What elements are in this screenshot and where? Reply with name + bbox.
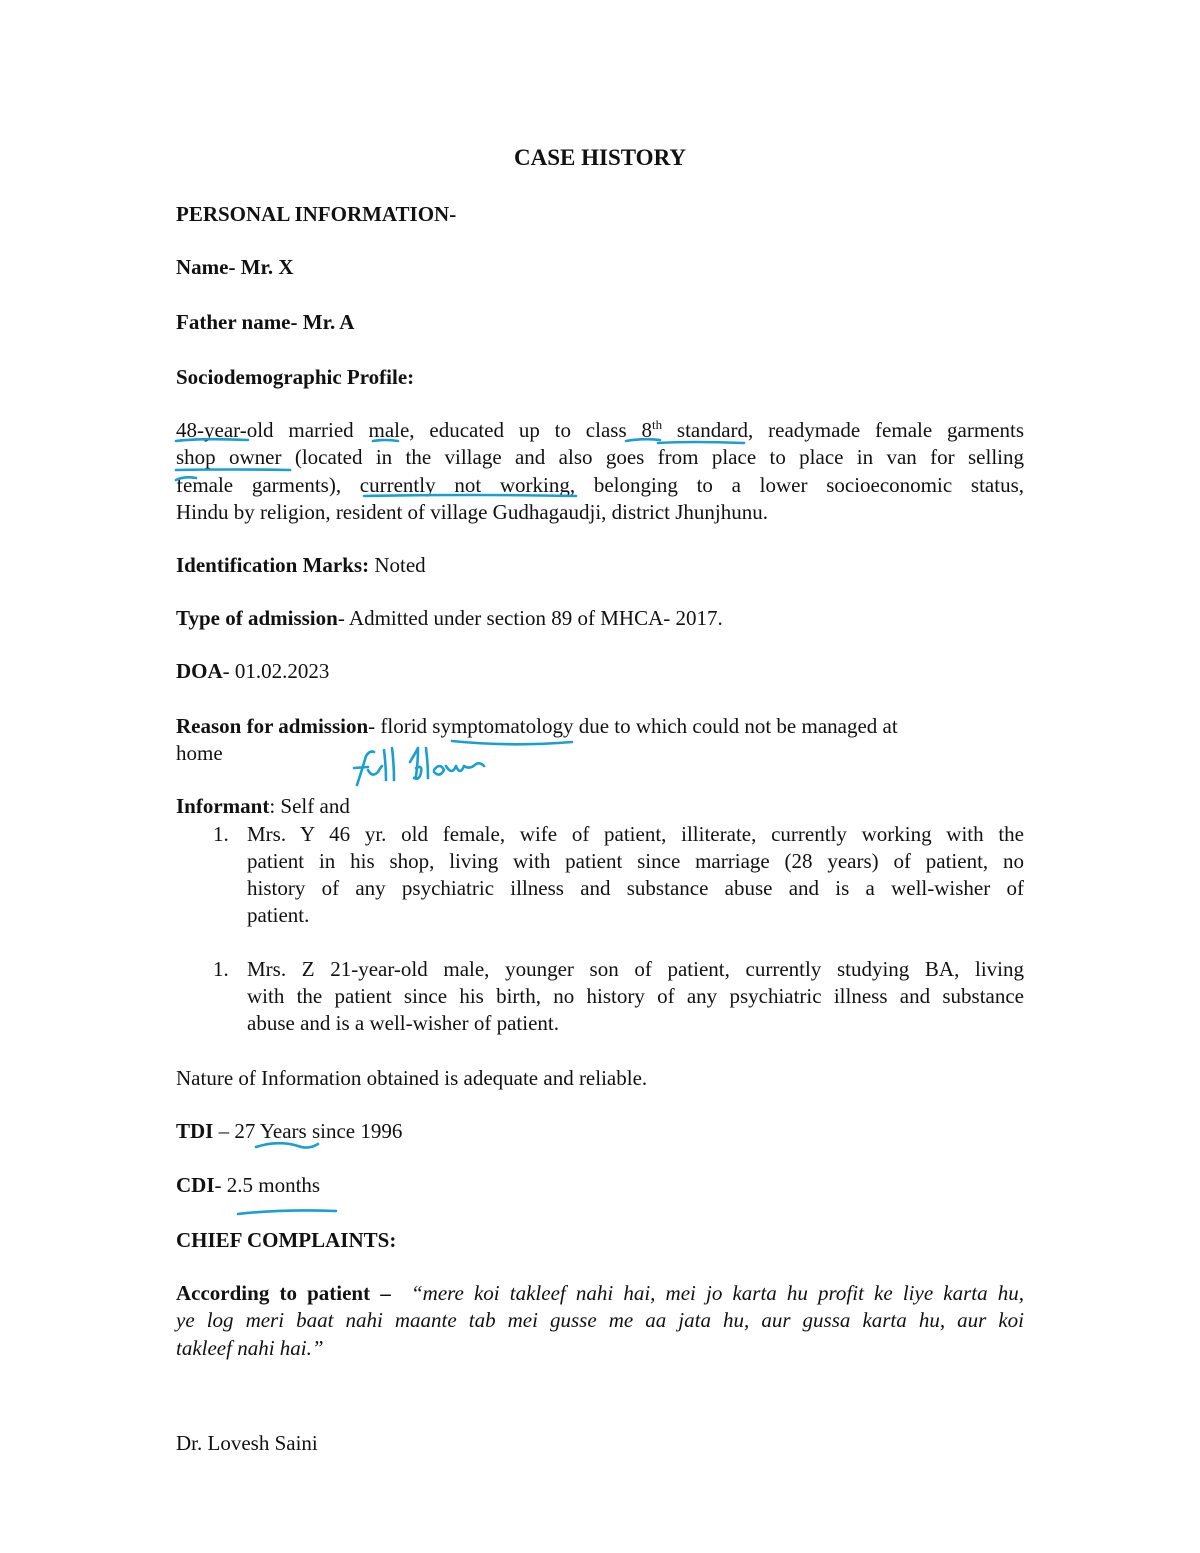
informant-1 <box>247 821 1024 929</box>
informant-1-line: history of any psychiatric illness and substance abuse and is a well-wisher of <box>247 876 1024 900</box>
patient-name: Name- Mr. X <box>176 255 294 279</box>
document-title: CASE HISTORY <box>514 145 686 170</box>
informant-1-number: 1. <box>213 822 229 846</box>
type-of-admission: Type of admission- Admitted under section 89 of MHCA- 2017. <box>176 606 723 630</box>
patient-quote <box>176 1280 1024 1362</box>
informant-1-line: patient in his shop, living with patient since marriage (28 years) of patient, no <box>247 849 1024 873</box>
profile-line-3: female garments), currently not working, belonging to a lower socioeconomic status, <box>176 472 1024 497</box>
father-name: Father name- Mr. A <box>176 310 355 334</box>
quote-line-3: takleef nahi hai.” <box>176 1335 324 1360</box>
reason-for-admission: Reason for admission- florid symptomatology due to which could not be managed at <box>176 714 898 738</box>
informant-1-line: Mrs. Y 46 yr. old female, wife of patient, illiterate, currently working with the <box>247 822 1024 846</box>
nature-of-information: Nature of Information obtained is adequate and reliable. <box>176 1066 648 1090</box>
personal-information-heading: PERSONAL INFORMATION- <box>176 202 457 226</box>
profile-line-4: Hindu by religion, resident of village Gudhagaudji, district Jhunjhunu. <box>176 499 768 524</box>
underline-florid-symptomatology <box>452 741 572 744</box>
informant-2-number: 1. <box>213 957 229 981</box>
chief-complaints-heading: CHIEF COMPLAINTS: <box>176 1228 397 1252</box>
identification-marks: Identification Marks: Noted <box>176 553 426 577</box>
profile-line-2: shop owner (located in the village and also goes from place to place in van for selling <box>176 445 1024 470</box>
date-of-admission: DOA- 01.02.2023 <box>176 659 330 683</box>
informant-2-line: abuse and is a well-wisher of patient. <box>247 1011 559 1035</box>
sociodemographic-heading: Sociodemographic Profile: <box>176 365 415 389</box>
reason-for-admission-continued: home <box>176 741 223 765</box>
profile-line-1: 48-year-old married male, educated up to class 8th standard, readymade female garments <box>176 417 1024 442</box>
tdi: TDI – 27 Years since 1996 <box>176 1119 403 1143</box>
quote-line-2: ye log meri baat nahi maante tab mei gusse me aa jata hu, aur gussa karta hu, aur koi <box>176 1308 1024 1333</box>
informant: Informant: Self and <box>176 794 350 818</box>
handwriting-full-blown <box>354 748 484 785</box>
underline-months <box>238 1210 336 1214</box>
informant-2 <box>247 956 1024 1037</box>
informant-2-line: with the patient since his birth, no history of any psychiatric illness and substance <box>247 984 1024 1008</box>
quote-line-1: According to patient – “mere koi takleef nahi hai, mei jo karta hu profit ke liye karta hu, <box>176 1281 1024 1305</box>
cdi: CDI- 2.5 months <box>176 1173 321 1197</box>
informant-1-line: patient. <box>247 903 310 927</box>
sociodemographic-profile <box>176 417 1024 526</box>
informant-2-line: Mrs. Z 21-year-old male, younger son of patient, currently studying BA, living <box>247 957 1024 981</box>
signature: Dr. Lovesh Saini <box>176 1431 318 1455</box>
